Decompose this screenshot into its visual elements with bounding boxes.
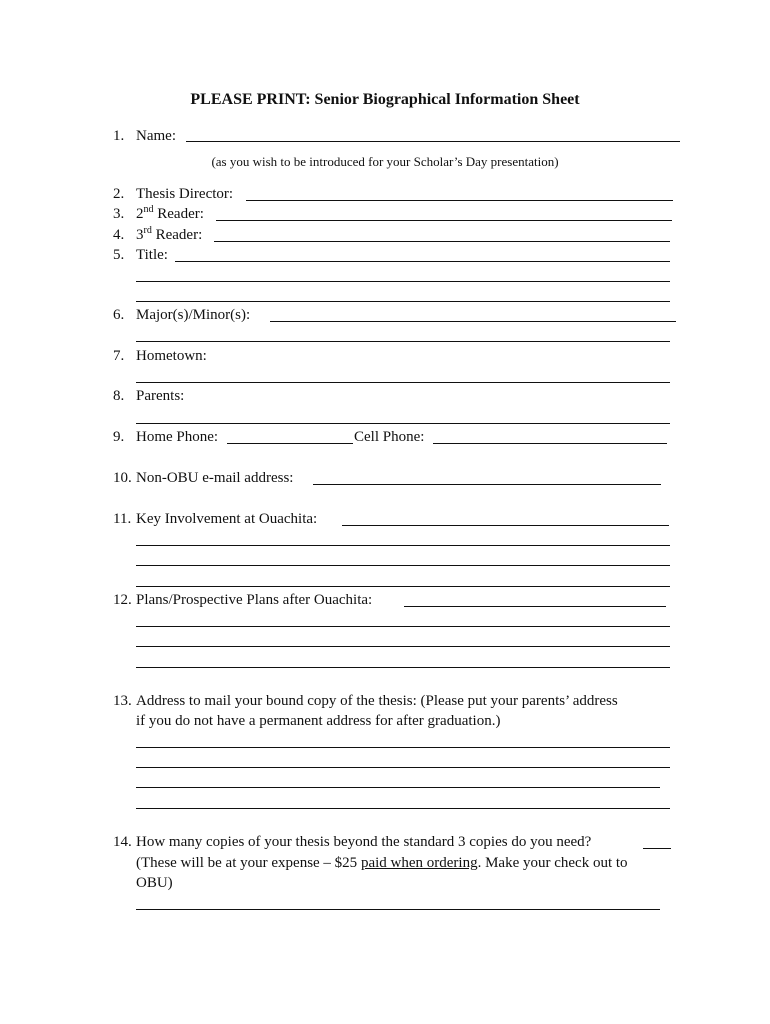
cell-phone-field[interactable] xyxy=(433,443,667,444)
item-number: 7. xyxy=(113,348,125,364)
copies-label: How many copies of your thesis beyond the standard 3 copies do you need? xyxy=(136,834,592,850)
home-phone-label: Home Phone: xyxy=(136,429,219,445)
title-field-line[interactable] xyxy=(136,281,670,282)
second-reader-label: 2nd Reader: xyxy=(136,204,204,222)
item-number: 11. xyxy=(113,511,132,527)
third-reader-label: 3rd Reader: xyxy=(136,225,203,243)
major-minor-field[interactable] xyxy=(270,321,676,322)
hometown-label: Hometown: xyxy=(136,348,207,364)
copies-payee-note: OBU) xyxy=(136,875,173,891)
plans-field-line[interactable] xyxy=(136,626,670,627)
involvement-field-line[interactable] xyxy=(136,565,670,566)
major-minor-field-line[interactable] xyxy=(136,341,670,342)
item-number: 13. xyxy=(113,693,132,709)
third-reader-field[interactable] xyxy=(214,241,670,242)
address-field-line[interactable] xyxy=(136,787,660,788)
name-label: Name: xyxy=(136,128,176,144)
major-minor-label: Major(s)/Minor(s): xyxy=(136,307,251,323)
thesis-director-field[interactable] xyxy=(246,200,673,201)
item-number: 6. xyxy=(113,307,125,323)
involvement-label: Key Involvement at Ouachita: xyxy=(136,511,318,527)
plans-field-line[interactable] xyxy=(136,667,670,668)
address-field-line[interactable] xyxy=(136,767,670,768)
item-number: 1. xyxy=(113,128,125,144)
item-number: 5. xyxy=(113,247,125,263)
address-label: Address to mail your bound copy of the thesis: (Please put your parents’ address xyxy=(136,693,618,709)
item-number: 10. xyxy=(113,470,132,486)
plans-field-line[interactable] xyxy=(136,646,670,647)
email-field[interactable] xyxy=(313,484,661,485)
involvement-field[interactable] xyxy=(342,525,669,526)
item-number: 8. xyxy=(113,388,125,404)
copies-expense-note: (These will be at your expense – $25 paid when ordering. Make your check out to xyxy=(136,855,628,871)
involvement-field-line[interactable] xyxy=(136,545,670,546)
page-title: PLEASE PRINT: Senior Biographical Information Sheet xyxy=(190,91,580,108)
second-reader-field[interactable] xyxy=(216,220,672,221)
address-field-line[interactable] xyxy=(136,747,670,748)
item-number: 9. xyxy=(113,429,125,445)
title-field-line[interactable] xyxy=(136,301,670,302)
hometown-field[interactable] xyxy=(136,382,670,383)
item-number: 12. xyxy=(113,592,132,608)
plans-field[interactable] xyxy=(404,606,666,607)
address-field-line[interactable] xyxy=(136,808,670,809)
item-number: 2. xyxy=(113,186,125,202)
copies-count-field[interactable] xyxy=(643,848,671,849)
title-label: Title: xyxy=(136,247,168,263)
home-phone-field[interactable] xyxy=(227,443,353,444)
copies-field-line[interactable] xyxy=(136,909,660,910)
item-number: 4. xyxy=(113,227,125,243)
title-field[interactable] xyxy=(175,261,670,262)
item-number: 3. xyxy=(113,206,125,222)
item-number: 14. xyxy=(113,834,132,850)
parents-label: Parents: xyxy=(136,388,185,404)
email-label: Non-OBU e-mail address: xyxy=(136,470,294,486)
parents-field[interactable] xyxy=(136,423,670,424)
cell-phone-label: Cell Phone: xyxy=(354,429,425,445)
name-note: (as you wish to be introduced for your Scholar’s Day presentation) xyxy=(211,154,559,169)
address-label-cont: if you do not have a permanent address for after graduation.) xyxy=(136,713,501,729)
involvement-field-line[interactable] xyxy=(136,586,670,587)
thesis-director-label: Thesis Director: xyxy=(136,186,234,202)
name-field[interactable] xyxy=(186,141,680,142)
plans-label: Plans/Prospective Plans after Ouachita: xyxy=(136,592,373,608)
